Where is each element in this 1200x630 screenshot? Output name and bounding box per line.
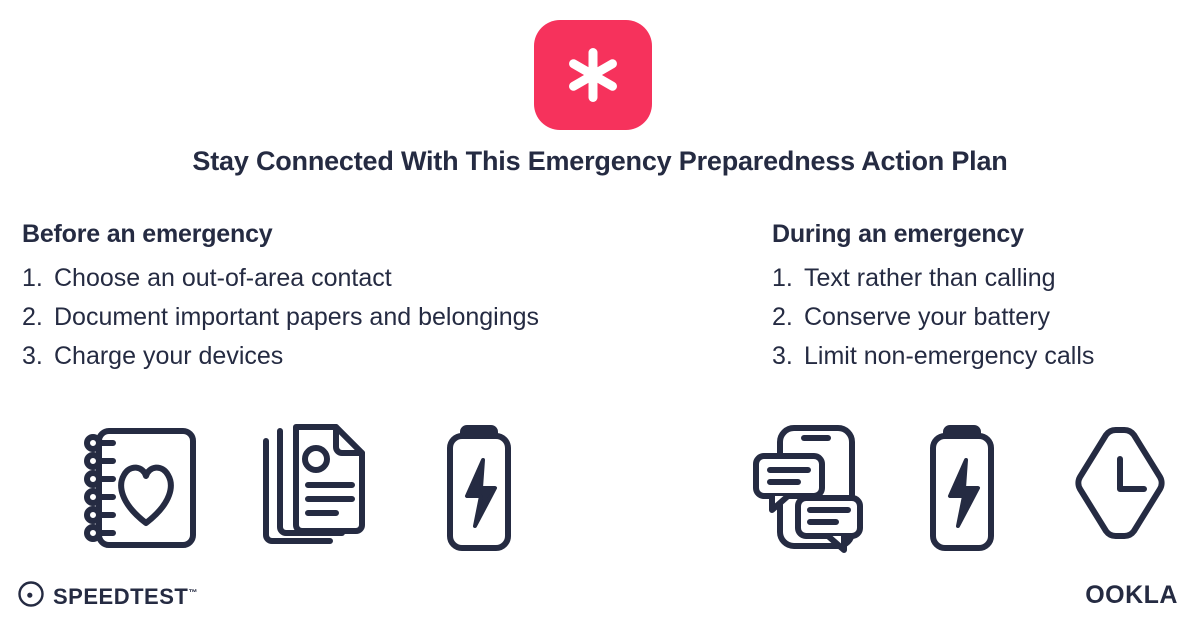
list-item bbox=[22, 298, 752, 337]
column-heading: Before an emergency bbox=[22, 220, 273, 248]
ookla-wordmark: OOKLA bbox=[1085, 581, 1178, 609]
icon-row-during-emergency bbox=[748, 420, 1178, 555]
list-before-emergency bbox=[22, 259, 752, 376]
documents-stack-icon bbox=[256, 420, 374, 555]
list-item-number: 1. bbox=[22, 264, 43, 292]
list-item bbox=[772, 337, 1192, 376]
phone-message-icon bbox=[748, 420, 866, 555]
column-heading: During an emergency bbox=[772, 220, 1024, 248]
list-item-label: Document important papers and belongings bbox=[54, 303, 540, 331]
list-item-number: 2. bbox=[22, 303, 43, 331]
list-item-label: Charge your devices bbox=[54, 342, 284, 370]
list-item-number: 1. bbox=[772, 264, 793, 292]
list-item bbox=[772, 259, 1192, 298]
battery-bolt-icon bbox=[428, 420, 530, 555]
list-item bbox=[772, 298, 1192, 337]
asterisk-icon bbox=[562, 44, 624, 106]
list-during-emergency bbox=[772, 259, 1192, 376]
page-title: Stay Connected With This Emergency Preparedness Action Plan bbox=[192, 146, 1008, 176]
battery-bolt-icon bbox=[920, 420, 1004, 555]
speedtest-wordmark: SPEEDTEST™ bbox=[53, 583, 198, 609]
trademark-symbol: ™ bbox=[188, 587, 198, 598]
icon-row-before-emergency bbox=[80, 420, 530, 555]
list-item-number: 3. bbox=[772, 342, 793, 370]
list-item-number: 2. bbox=[772, 303, 793, 331]
speedtest-gauge-icon bbox=[18, 581, 44, 612]
speedtest-badge bbox=[534, 20, 652, 130]
column-during-emergency bbox=[772, 220, 1192, 376]
list-item bbox=[22, 337, 752, 376]
list-item-number: 3. bbox=[22, 342, 43, 370]
list-item-label: Text rather than calling bbox=[804, 264, 1056, 292]
notebook-heart-icon bbox=[80, 420, 202, 555]
speedtest-footer-logo bbox=[18, 581, 198, 612]
list-item-label: Limit non-emergency calls bbox=[804, 342, 1095, 370]
hexagon-clock-icon bbox=[1058, 420, 1182, 555]
list-item-label: Conserve your battery bbox=[804, 303, 1050, 331]
column-before-emergency bbox=[22, 220, 752, 376]
ookla-footer-logo bbox=[1085, 581, 1178, 610]
list-item bbox=[22, 259, 752, 298]
list-item-label: Choose an out-of-area contact bbox=[54, 264, 392, 292]
